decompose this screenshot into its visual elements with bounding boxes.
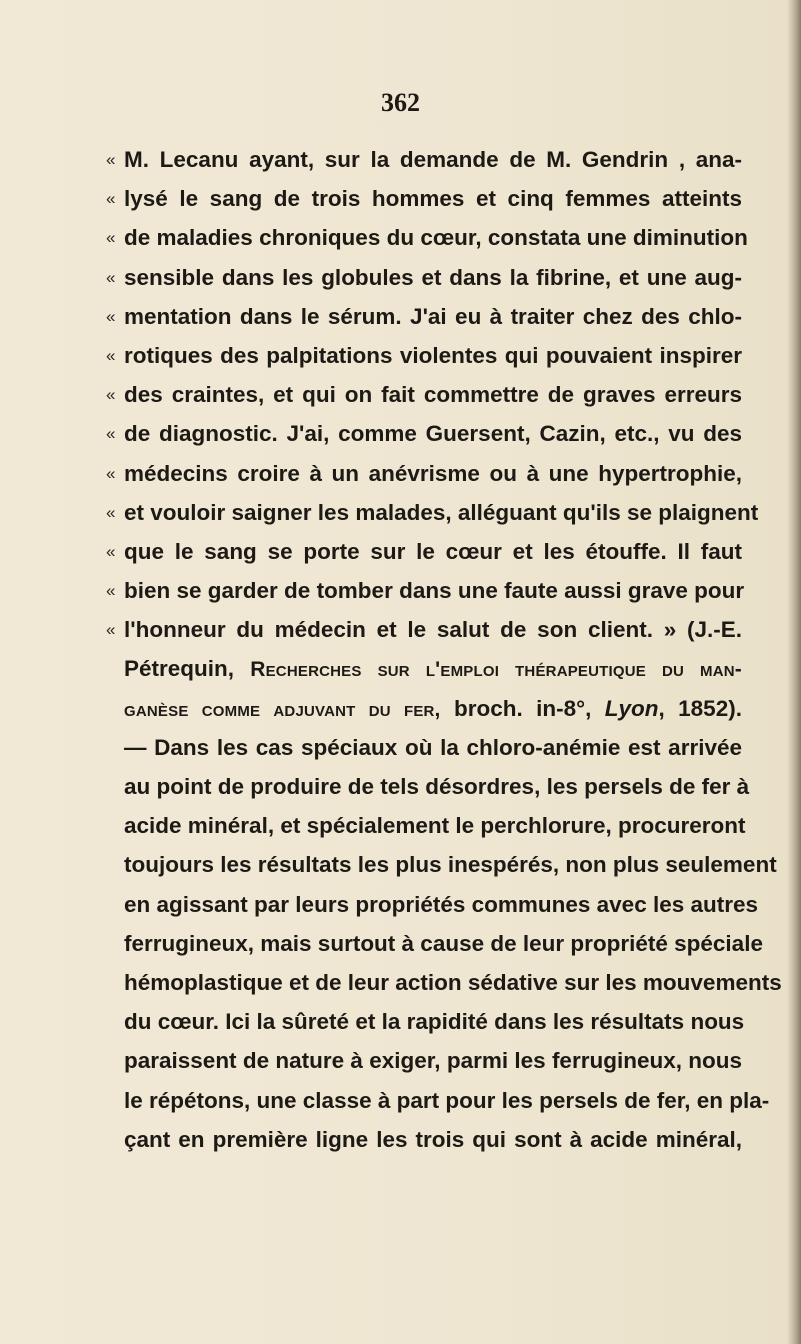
page-number: 362	[381, 88, 420, 117]
citation-title: Recherches sur l'emploi thérapeutique du man-	[250, 658, 742, 682]
citation-year: , 1852).	[658, 695, 742, 721]
quote-line: « des craintes, et qui on fait commettre de graves erreurs	[124, 375, 742, 414]
body-line: hémoplastique et de leur action sédative sur les mouvements	[124, 969, 782, 995]
quote-line: « mentation dans le sérum. J'ai eu à traiter chez des chlo-	[124, 297, 742, 336]
body-line: ferrugineux, mais surtout à cause de leur propriété spéciale	[124, 930, 763, 956]
citation-author: Pétrequin,	[124, 656, 235, 682]
body-line: çant en première ligne les trois qui sont à acide minéral,	[124, 1126, 742, 1152]
quote-line: « bien se garder de tomber dans une faute aussi grave pour	[124, 571, 742, 610]
quote-mark: «	[106, 385, 116, 405]
quote-line: « de diagnostic. J'ai, comme Guersent, Cazin, etc., vu des	[124, 414, 742, 453]
quote-mark: «	[106, 267, 116, 287]
quote-line: « rotiques des palpitations violentes qui pouvaient inspirer	[124, 336, 742, 375]
quote-line: « lysé le sang de trois hommes et cinq femmes atteints	[124, 179, 742, 218]
quote-mark: «	[106, 228, 116, 248]
quote-mark: «	[106, 463, 116, 483]
quote-line: « l'honneur du médecin et le salut de son client. » (J.-E.	[124, 610, 742, 649]
quote-line: « sensible dans les globules et dans la fibrine, et une aug-	[124, 258, 742, 297]
quote-line: « et vouloir saigner les malades, alléguant qu'ils se plaignent	[124, 493, 742, 532]
quote-line: « que le sang se porte sur le cœur et les étouffe. Il faut	[124, 532, 742, 571]
citation-city: Lyon	[604, 695, 659, 721]
quote-mark: «	[106, 345, 116, 365]
body-line: acide minéral, et spécialement le perchlorure, procureront	[124, 813, 746, 839]
citation-line	[124, 689, 742, 728]
page-edge-shadow	[787, 0, 801, 1344]
quote-mark: «	[106, 189, 116, 209]
quote-mark: «	[106, 541, 116, 561]
quote-line: « de maladies chroniques du cœur, constata une diminution	[124, 218, 742, 257]
citation-details: broch. in-8°,	[453, 695, 592, 721]
body-line: du cœur. Ici la sûreté et la rapidité dans les résultats nous	[124, 1009, 745, 1035]
quote-mark: «	[106, 424, 116, 444]
body-line: en agissant par leurs propriétés communes avec les autres	[124, 891, 759, 917]
quote-line: « médecins croire à un anévrisme ou à une hypertrophie,	[124, 454, 742, 493]
quote-mark: «	[106, 306, 116, 326]
text-block	[106, 140, 782, 1159]
quote-mark: «	[106, 581, 116, 601]
quote-mark: «	[106, 620, 116, 640]
citation-title-cont: ganèse comme adjuvant du fer,	[124, 697, 441, 721]
body-line: toujours les résultats les plus inespérés, non plus seulement	[124, 852, 777, 878]
citation-line	[124, 649, 742, 688]
body-line: paraissent de nature à exiger, parmi les ferrugineux, nous	[124, 1048, 742, 1074]
quote-line: « M. Lecanu ayant, sur la demande de M. Gendrin , ana-	[124, 140, 742, 179]
body-line: — Dans les cas spéciaux où la chloro-anémie est arrivée	[124, 734, 742, 760]
quote-mark: «	[106, 502, 116, 522]
body-line: au point de produire de tels désordres, les persels de fer à	[124, 774, 750, 799]
quote-mark: «	[106, 150, 116, 169]
body-line: le répétons, une classe à part pour les persels de fer, en pla-	[124, 1087, 770, 1113]
